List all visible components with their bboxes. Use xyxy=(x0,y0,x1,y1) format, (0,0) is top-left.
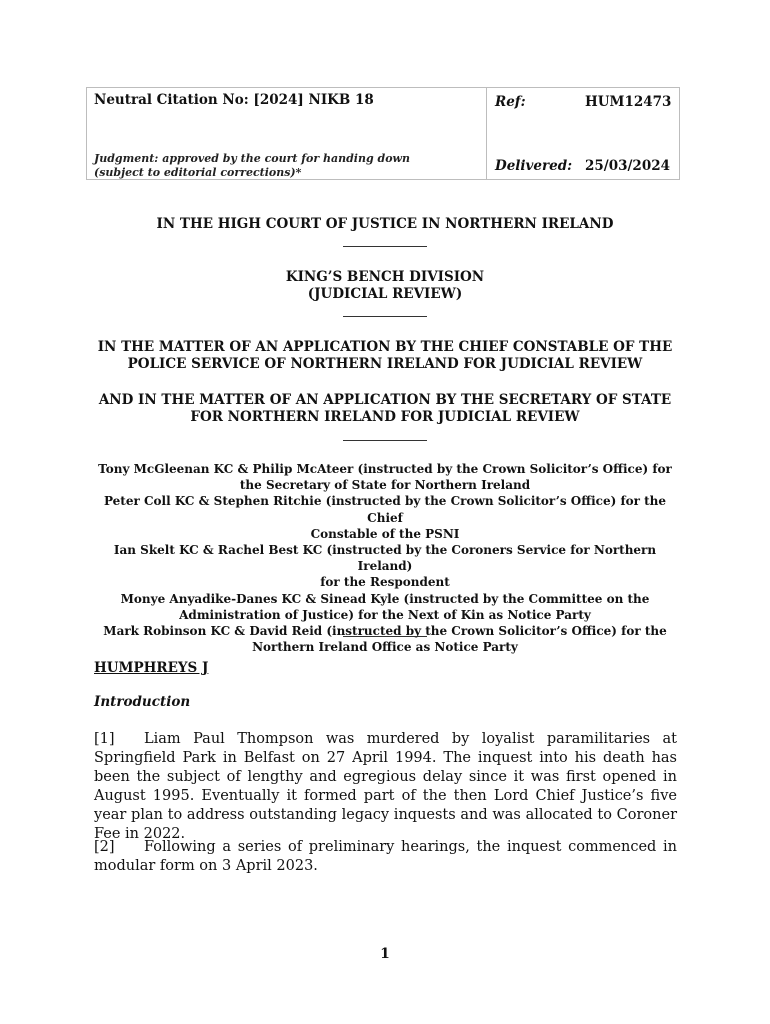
divider-rule xyxy=(343,440,427,441)
section-heading: Introduction xyxy=(94,694,191,710)
counsel-line: Administration of Justice) for the Next of Kin as Notice Party xyxy=(179,607,591,622)
judge-name: HUMPHREYS J xyxy=(94,660,209,676)
paragraph-text: Following a series of preliminary hearings, the inquest commenced in modular form on 3 April 2023. xyxy=(94,839,677,874)
matter-1 xyxy=(86,339,684,373)
counsel-appearances xyxy=(86,461,684,655)
counsel-line: for the Respondent xyxy=(320,575,450,590)
divider-rule xyxy=(343,246,427,247)
counsel-line: Peter Coll KC & Stephen Ritchie (instructed by the Crown Solicitor’s Office) for the Chief xyxy=(103,494,667,525)
division-title xyxy=(86,269,684,303)
paragraph-number: [1] xyxy=(94,731,115,747)
ref-value: HUM12473 xyxy=(585,94,672,110)
page-number: 1 xyxy=(380,946,390,962)
header-left-cell xyxy=(87,88,487,179)
court-title: IN THE HIGH COURT OF JUSTICE IN NORTHERN IRELAND xyxy=(156,216,614,232)
counsel-line: the Secretary of State for Northern Ireland xyxy=(239,478,531,493)
matter-1-line-1: IN THE MATTER OF AN APPLICATION BY THE CHIEF CONSTABLE OF THE xyxy=(97,339,673,355)
counsel-line: Ian Skelt KC & Rachel Best KC (instructed by the Coroners Service for Northern Ireland) xyxy=(113,543,657,574)
division-line-1: KING’S BENCH DIVISION xyxy=(285,269,485,285)
delivered-label: Delivered: xyxy=(495,158,573,174)
paragraph-1 xyxy=(94,730,677,844)
paragraph-2 xyxy=(94,838,677,876)
approval-note xyxy=(94,152,410,180)
approval-note-line-1: Judgment: approved by the court for handing down xyxy=(94,152,411,165)
paragraph-number: [2] xyxy=(94,839,115,855)
approval-note-line-2: (subject to editorial corrections)* xyxy=(94,166,302,179)
divider-rule xyxy=(343,636,427,637)
matter-2 xyxy=(86,392,684,426)
counsel-line: Constable of the PSNI xyxy=(310,526,460,541)
judgment-header-table xyxy=(86,87,680,180)
counsel-line: Monye Anyadike-Danes KC & Sinead Kyle (instructed by the Committee on the xyxy=(120,591,650,606)
ref-label: Ref: xyxy=(495,94,526,110)
matter-2-line-1: AND IN THE MATTER OF AN APPLICATION BY THE SECRETARY OF STATE xyxy=(98,392,672,408)
division-line-2: (JUDICIAL REVIEW) xyxy=(307,286,463,302)
divider-rule xyxy=(343,316,427,317)
counsel-line: Northern Ireland Office as Notice Party xyxy=(252,640,518,655)
counsel-line: Tony McGleenan KC & Philip McAteer (instructed by the Crown Solicitor’s Office) for xyxy=(98,462,672,476)
counsel-line: Mark Robinson KC & David Reid (instructed by the Crown Solicitor’s Office) for the xyxy=(103,624,667,639)
header-right-cell xyxy=(487,88,679,179)
matter-1-line-2: POLICE SERVICE OF NORTHERN IRELAND FOR JUDICIAL REVIEW xyxy=(127,356,643,372)
paragraph-text: Liam Paul Thompson was murdered by loyalist paramilitaries at Springfield Park in Belfast on 27 April 1994. The inquest into his death has been the subject of lengthy and egregious delay since it was first opened in August 1995. Eventually it formed part of the then Lord Chief Justice’s five year plan to address outstanding legacy inquests and was allocated to Coroner Fee in 2022. xyxy=(94,731,677,842)
delivered-date: 25/03/2024 xyxy=(585,158,671,174)
matter-2-line-2: FOR NORTHERN IRELAND FOR JUDICIAL REVIEW xyxy=(190,409,580,425)
neutral-citation: Neutral Citation No: [2024] NIKB 18 xyxy=(94,92,374,108)
